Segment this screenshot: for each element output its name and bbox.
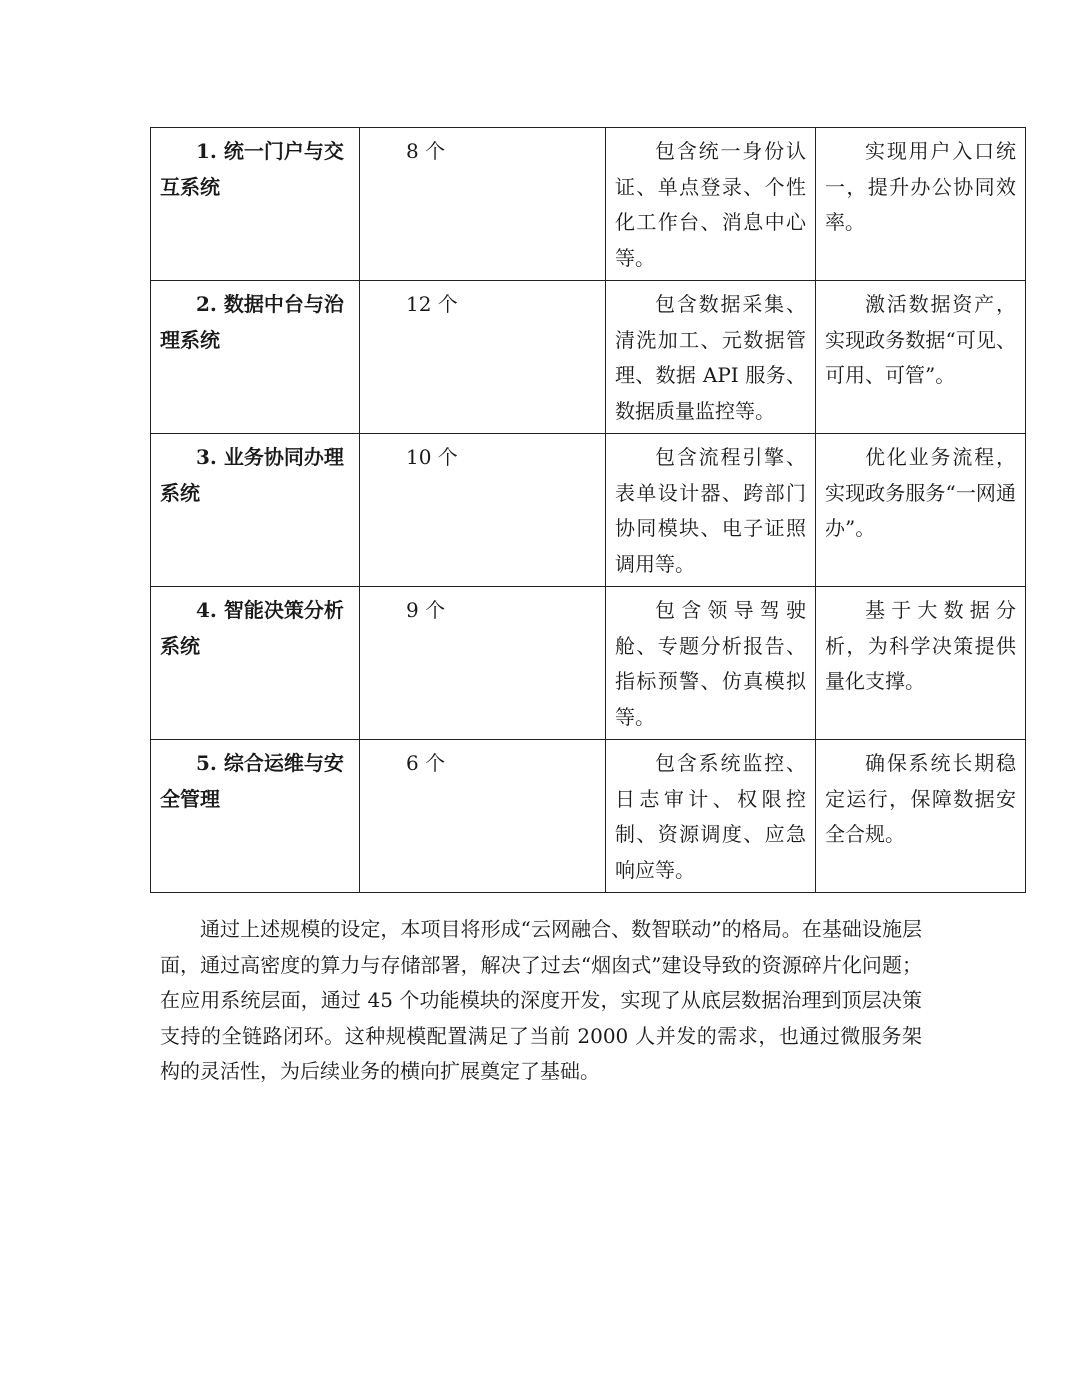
table-row bbox=[151, 434, 1026, 587]
module-count-cell: 12 个 bbox=[360, 281, 606, 434]
module-description-cell: 包含统一身份认证、单点登录、个性化工作台、消息中心等。 bbox=[606, 128, 816, 281]
system-module-table bbox=[150, 127, 1026, 893]
table-row bbox=[151, 281, 1026, 434]
table-row bbox=[151, 587, 1026, 740]
system-number: 5. bbox=[196, 751, 217, 775]
system-number: 1. bbox=[196, 139, 217, 163]
system-number: 3. bbox=[196, 445, 217, 469]
system-name: 数据中台与治理系统 bbox=[160, 292, 344, 352]
module-description-cell: 包含数据采集、清洗加工、元数据管理、数据 API 服务、数据质量监控等。 bbox=[606, 281, 816, 434]
system-goal-cell: 优化业务流程，实现政务服务“一网通办”。 bbox=[816, 434, 1026, 587]
module-description-cell: 包含领导驾驶舱、专题分析报告、指标预警、仿真模拟等。 bbox=[606, 587, 816, 740]
module-description-cell: 包含系统监控、日志审计、权限控制、资源调度、应急响应等。 bbox=[606, 740, 816, 893]
system-name: 统一门户与交互系统 bbox=[160, 139, 344, 199]
system-goal-cell: 确保系统长期稳定运行，保障数据安全合规。 bbox=[816, 740, 1026, 893]
system-name-cell bbox=[151, 740, 360, 893]
module-description-cell: 包含流程引擎、表单设计器、跨部门协同模块、电子证照调用等。 bbox=[606, 434, 816, 587]
system-goal-cell: 实现用户入口统一，提升办公协同效率。 bbox=[816, 128, 1026, 281]
system-name-cell bbox=[151, 128, 360, 281]
module-count-cell: 6 个 bbox=[360, 740, 606, 893]
system-name: 智能决策分析系统 bbox=[160, 598, 344, 658]
system-number: 4. bbox=[196, 598, 217, 622]
system-name: 业务协同办理系统 bbox=[160, 445, 344, 505]
summary-paragraph: 通过上述规模的设定，本项目将形成“云网融合、数智联动”的格局。在基础设施层面，通过高密度的算力与存储部署，解决了过去“烟囱式”建设导致的资源碎片化问题；在应用系统层面，通过 45 个功能模块的深度开发，实现了从底层数据治理到顶层决策支持的全链路闭环。这种规模配置满足了当前 2000 人并发的需求，也通过微服务架构的灵活性，为后续业务的横向扩展奠定了基础。 bbox=[160, 917, 922, 1083]
system-goal-cell: 基于大数据分析，为科学决策提供量化支撑。 bbox=[816, 587, 1026, 740]
system-number: 2. bbox=[196, 292, 217, 316]
module-count-cell: 8 个 bbox=[360, 128, 606, 281]
system-name-cell bbox=[151, 587, 360, 740]
system-name-cell bbox=[151, 281, 360, 434]
module-count-cell: 9 个 bbox=[360, 587, 606, 740]
system-name: 综合运维与安全管理 bbox=[160, 751, 344, 811]
table-row bbox=[151, 128, 1026, 281]
table-row bbox=[151, 740, 1026, 893]
module-count-cell: 10 个 bbox=[360, 434, 606, 587]
system-goal-cell: 激活数据资产，实现政务数据“可见、可用、可管”。 bbox=[816, 281, 1026, 434]
system-name-cell bbox=[151, 434, 360, 587]
